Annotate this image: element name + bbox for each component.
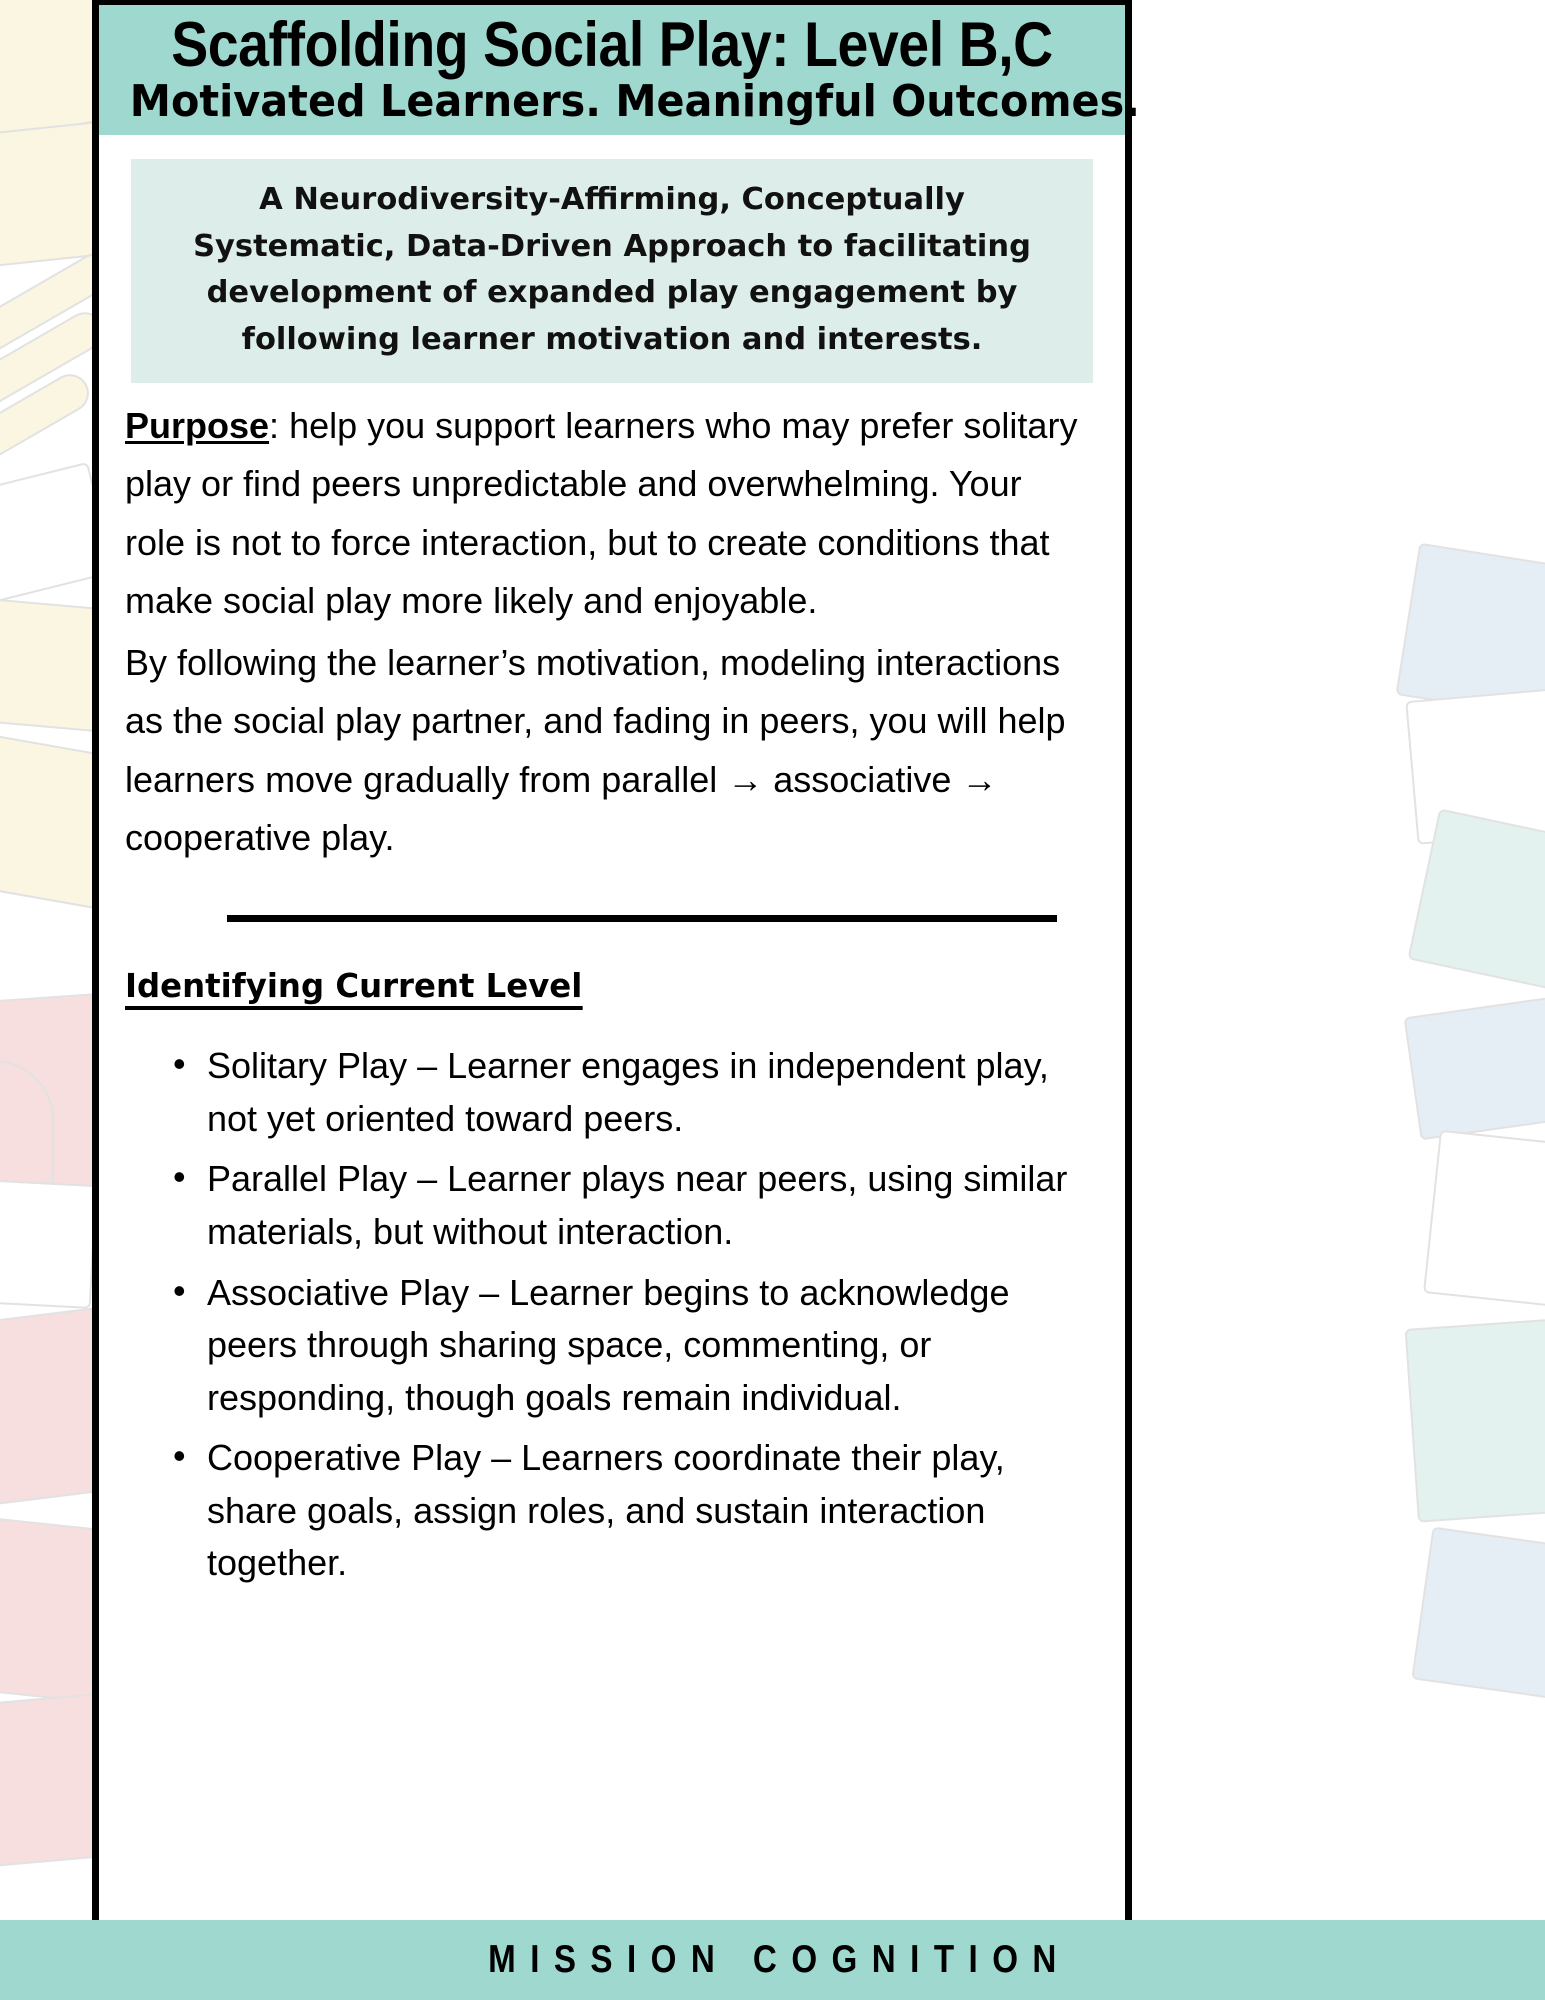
decorative-shape (0, 1175, 97, 1309)
decorative-shape (1423, 1130, 1545, 1314)
section-divider (227, 915, 1057, 922)
decorative-shape (1404, 984, 1545, 1141)
body-content (99, 383, 1125, 868)
brand-name: MISSION COGNITION (488, 1938, 1072, 1981)
page-title: Scaffolding Social Play: Level B,C (171, 10, 1053, 80)
callout-box: A Neurodiversity-Affirming, Conceptually Systematic, Data-Driven Approach to facilitating development of expanded play engagement by following learner motivation and interests. (131, 159, 1093, 382)
section-heading-wrap (99, 922, 1125, 1010)
purpose-paragraph-text: help you support learners who may prefer solitary play or find peers unpredictable and overwhelming. Your role is not to force interaction, but to create conditions that make social play more likely and enjoyable. (125, 404, 1078, 621)
decorative-shape (1411, 1527, 1545, 1708)
section-heading: Identifying Current Level (125, 966, 582, 1010)
purpose-label: Purpose (125, 404, 270, 446)
purpose-paragraph (125, 397, 1089, 630)
page-header-banner (99, 5, 1140, 135)
purpose-label-suffix: : (269, 404, 290, 446)
page-subtitle: Motivated Learners. Meaningful Outcomes. (129, 76, 1140, 128)
page-footer (0, 1920, 1545, 2000)
list-item: • Solitary Play – Learner engages in independent play, not yet oriented toward peers. (207, 1040, 1085, 1145)
list-item: • Cooperative Play – Learners coordinate their play, share goals, assign roles, and sustain interaction together. (207, 1432, 1085, 1590)
progression-paragraph: By following the learner’s motivation, modeling interactions as the social play partner, and fading in peers, you will help learners move gradually from parallel → associative → cooperative play. (125, 642, 1066, 859)
list-item: • Parallel Play – Learner plays near peers, using similar materials, but without interaction. (207, 1153, 1085, 1258)
decorative-shape (1405, 1311, 1545, 1522)
document-page (92, 0, 1140, 1920)
levels-list (155, 1040, 1085, 1589)
list-item: • Associative Play – Learner begins to acknowledge peers through sharing space, commenting, or responding, though goals remain individual. (207, 1267, 1085, 1425)
